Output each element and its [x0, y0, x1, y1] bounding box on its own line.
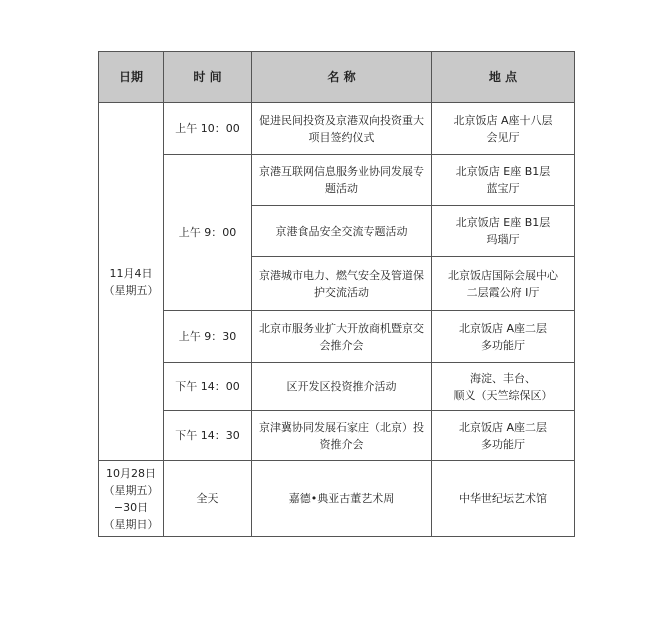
table-row [99, 411, 575, 461]
header-date: 日期 [99, 52, 164, 103]
header-location: 地 点 [432, 52, 575, 103]
table-row [99, 363, 575, 411]
location-cell: 北京饭店 A座二层 多功能厅 [432, 411, 575, 461]
event-name-cell: 京港互联网信息服务业协同发展专题活动 [252, 155, 432, 206]
header-row [99, 52, 575, 103]
time-cell: 上午 9：00 [164, 155, 252, 311]
time-cell: 下午 14：30 [164, 411, 252, 461]
event-name-cell: 区开发区投资推介活动 [252, 363, 432, 411]
time-cell: 上午 9：30 [164, 311, 252, 363]
location-cell: 海淀、丰台、 顺义（天竺综保区） [432, 363, 575, 411]
table-row [99, 155, 575, 206]
event-schedule-table [98, 51, 575, 537]
event-name-cell: 北京市服务业扩大开放商机暨京交会推介会 [252, 311, 432, 363]
location-cell: 北京饭店 A座十八层 会见厅 [432, 103, 575, 155]
location-cell: 北京饭店 A座二层 多功能厅 [432, 311, 575, 363]
event-name-cell: 京津冀协同发展石家庄（北京）投资推介会 [252, 411, 432, 461]
event-name-cell: 京港食品安全交流专题活动 [252, 206, 432, 257]
time-cell: 下午 14：00 [164, 363, 252, 411]
header-time: 时 间 [164, 52, 252, 103]
date-cell: 11月4日 （星期五） [99, 103, 164, 461]
time-cell: 全天 [164, 461, 252, 537]
table-row [99, 103, 575, 155]
table-row [99, 461, 575, 537]
header-name: 名 称 [252, 52, 432, 103]
table-row [99, 311, 575, 363]
event-name-cell: 京港城市电力、燃气安全及管道保护交流活动 [252, 257, 432, 311]
location-cell: 北京饭店 E座 B1层 蓝宝厅 [432, 155, 575, 206]
location-cell: 中华世纪坛艺术馆 [432, 461, 575, 537]
event-name-cell: 促进民间投资及京港双向投资重大项目签约仪式 [252, 103, 432, 155]
location-cell: 北京饭店国际会展中心 二层霞公府 I厅 [432, 257, 575, 311]
event-name-cell: 嘉德•典亚古董艺术周 [252, 461, 432, 537]
date-cell: 10月28日 （星期五） −30日 （星期日） [99, 461, 164, 537]
location-cell: 北京饭店 E座 B1层 玛瑙厅 [432, 206, 575, 257]
time-cell: 上午 10：00 [164, 103, 252, 155]
